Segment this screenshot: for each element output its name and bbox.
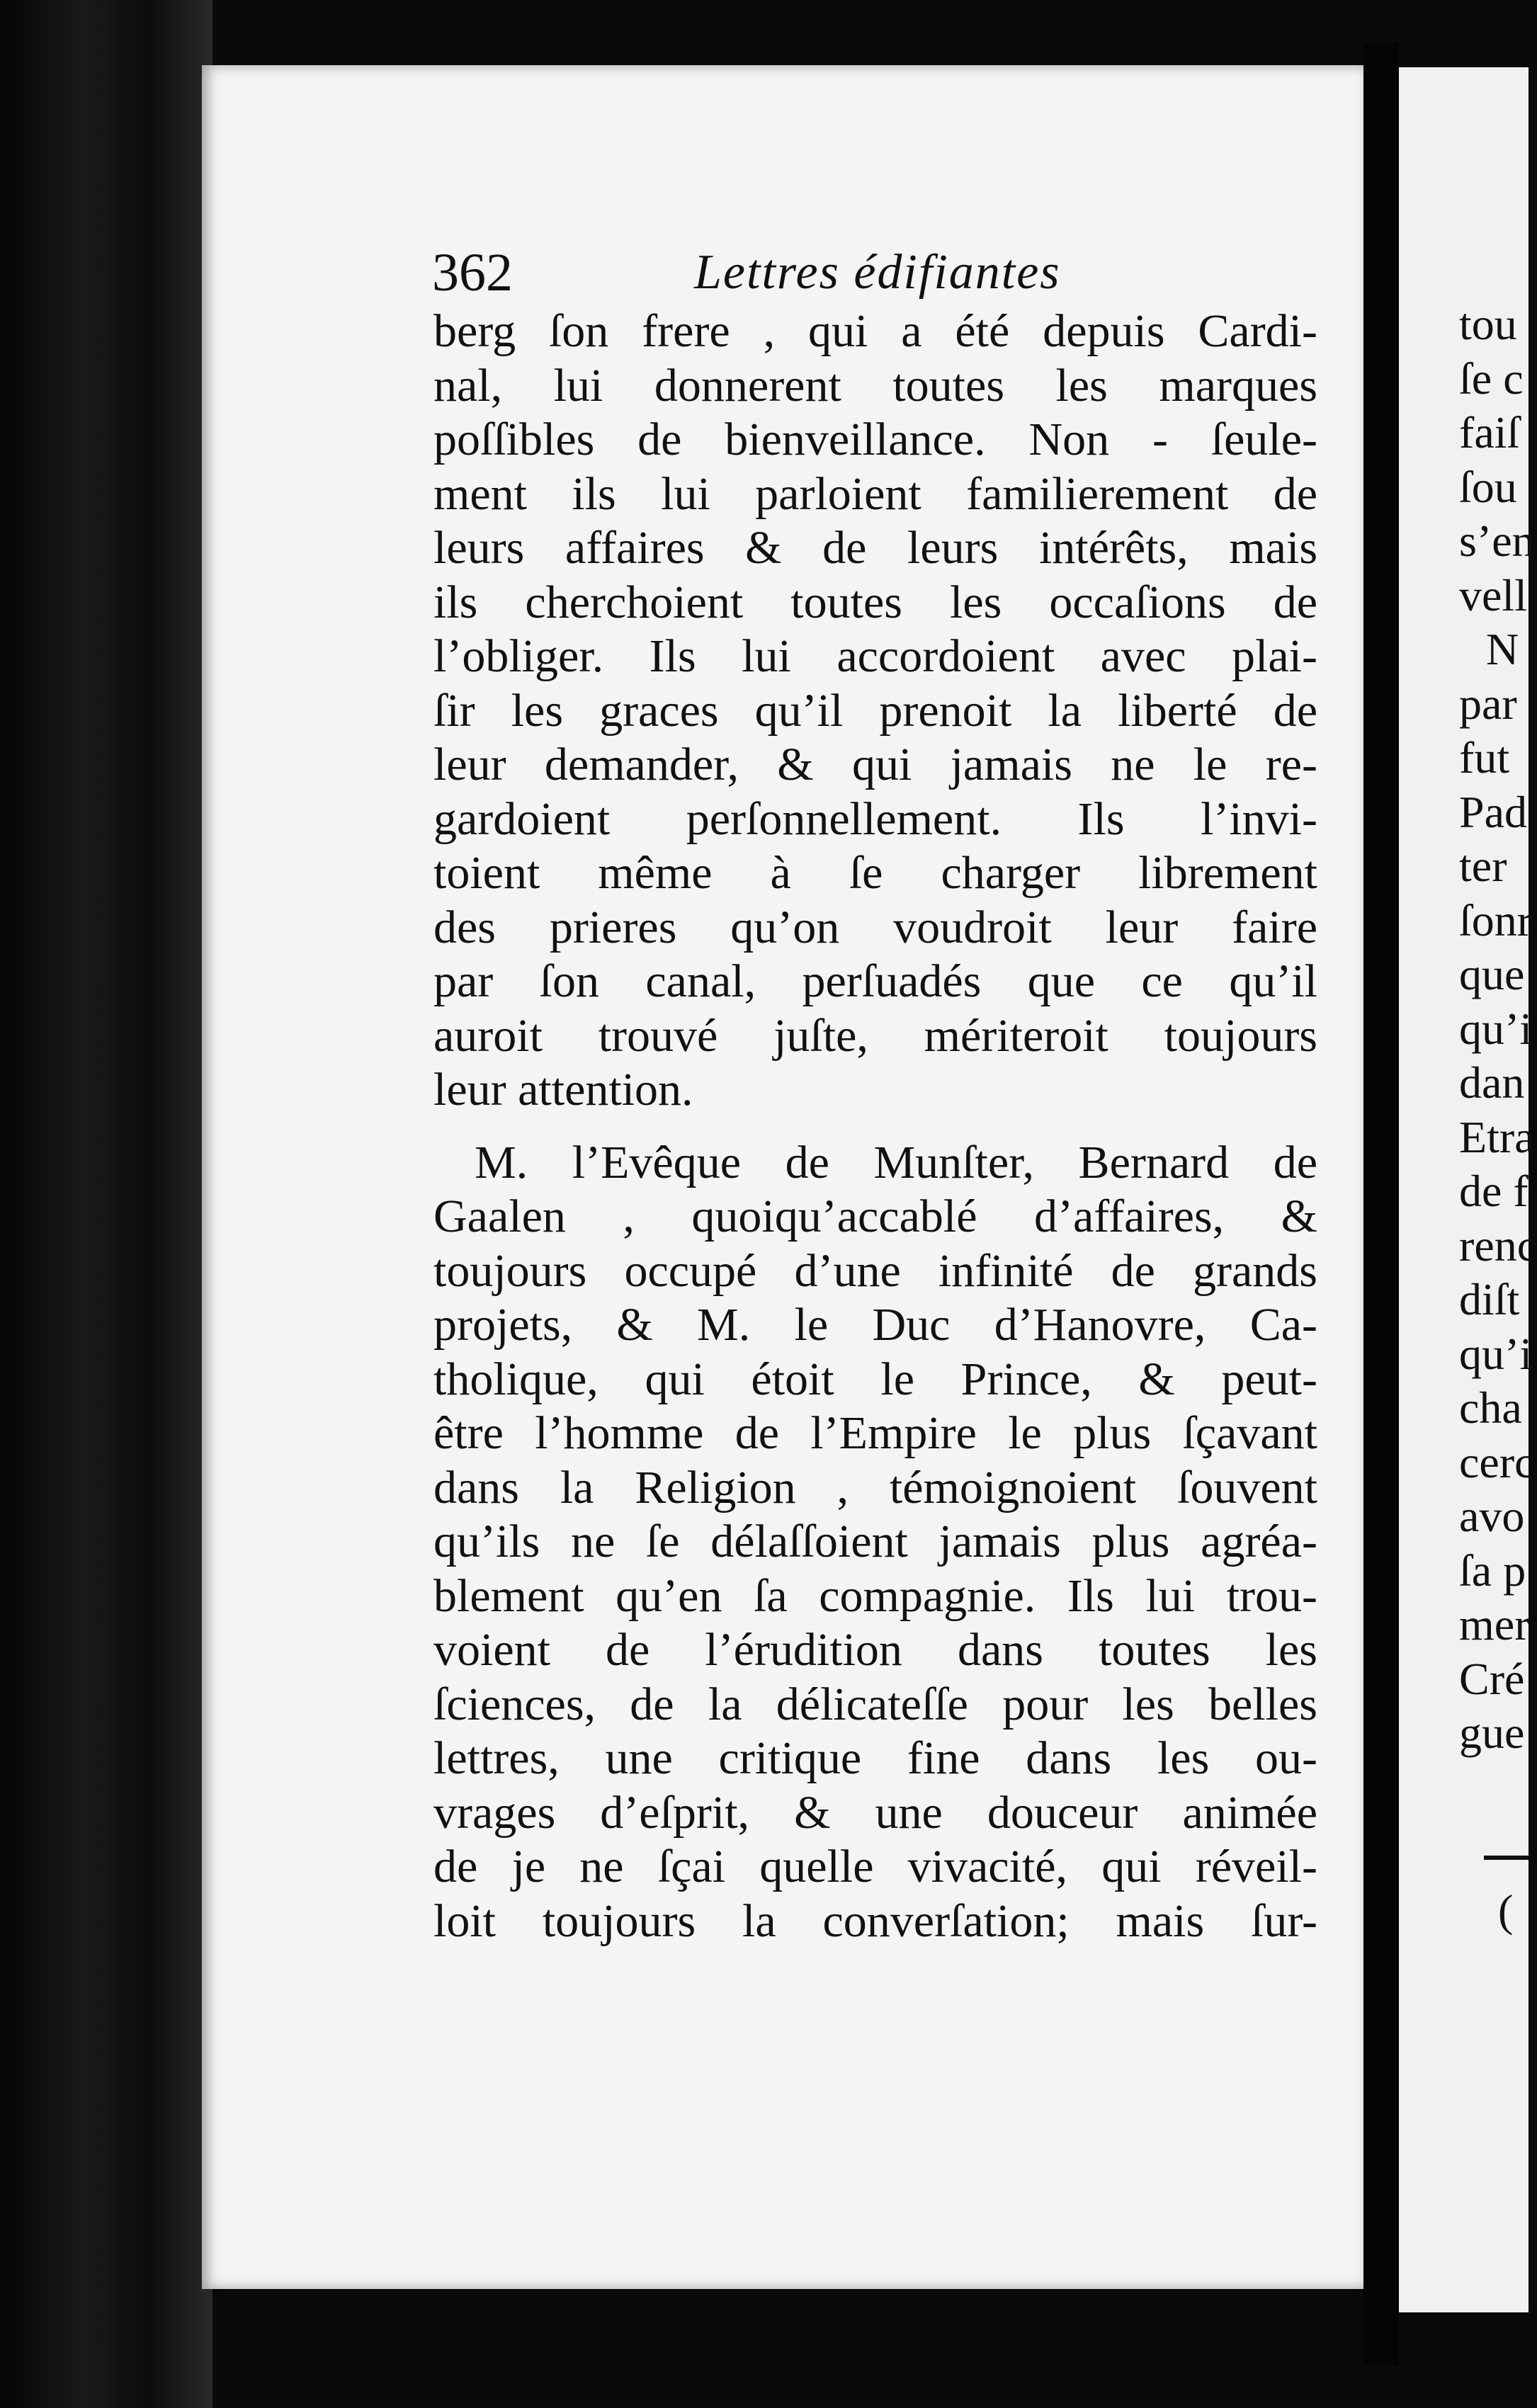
- facing-line: N: [1486, 624, 1519, 674]
- facing-line: qu’i: [1459, 1003, 1533, 1054]
- facing-line: vell: [1459, 569, 1527, 620]
- facing-line: Pad: [1459, 786, 1527, 837]
- text-line: l’obliger. Ils lui accordoient avec plai-: [433, 630, 1317, 682]
- facing-line: dan: [1459, 1057, 1525, 1108]
- page-header: [432, 234, 1317, 312]
- facing-page-text: [1459, 297, 1537, 1761]
- page-gutter: [1363, 42, 1399, 2366]
- text-line: gardoient perſonnellement. Ils l’invi-: [433, 793, 1317, 845]
- paragraph-1: [433, 305, 1317, 1118]
- text-line: leur demander, & qui jamais ne le re-: [433, 739, 1317, 790]
- facing-line: par: [1459, 678, 1517, 729]
- facing-line: s’en: [1459, 516, 1535, 566]
- text-line: auroit trouvé juſte, mériteroit toujours: [433, 1009, 1317, 1062]
- running-title: Lettres édifiantes: [694, 245, 1061, 300]
- facing-page-paren: (: [1498, 1885, 1514, 1936]
- book-binding-edge: [0, 0, 212, 2408]
- text-line: qu’ils ne ſe délaſſoient jamais plus agréa-: [433, 1516, 1317, 1567]
- text-line: par ſon canal, perſuadés que ce qu’il: [433, 955, 1317, 1007]
- text-line: être l’homme de l’Empire le plus ſçavant: [433, 1407, 1317, 1459]
- text-line: lettres, une critique fine dans les ou-: [433, 1732, 1317, 1784]
- text-line: ſciences, de la délicateſſe pour les belles: [433, 1678, 1317, 1730]
- text-line: ment ils lui parloient familierement de: [433, 467, 1317, 520]
- paragraph-2: [433, 1136, 1317, 1949]
- facing-line: gue: [1459, 1708, 1525, 1758]
- text-line: M. l’Evêque de Munſter, Bernard de: [475, 1136, 1317, 1188]
- text-line: berg ſon frere , qui a été depuis Cardi-: [433, 305, 1317, 357]
- facing-line: faiſ: [1459, 407, 1520, 458]
- facing-line: mer: [1459, 1599, 1530, 1649]
- facing-line: tou: [1459, 299, 1517, 349]
- text-line: dans la Religion , témoignoient ſouvent: [433, 1461, 1317, 1513]
- text-line: toient même à ſe charger librement: [433, 847, 1317, 899]
- facing-line: cerc: [1459, 1436, 1535, 1487]
- text-line: des prieres qu’on voudroit leur faire: [433, 901, 1317, 953]
- facing-line: Cré: [1459, 1653, 1525, 1704]
- facing-line: fut: [1459, 732, 1510, 783]
- text-line: leurs affaires & de leurs intérêts, mais: [433, 522, 1317, 574]
- text-line: vrages d’eſprit, & une douceur animée: [433, 1786, 1317, 1839]
- text-line: blement qu’en ſa compagnie. Ils lui trou-: [433, 1569, 1317, 1622]
- facing-line: de f: [1459, 1166, 1529, 1216]
- facing-page-rule: [1484, 1856, 1529, 1860]
- text-line: toujours occupé d’une infinité de grands: [433, 1244, 1317, 1297]
- facing-line: qu’i: [1459, 1328, 1533, 1379]
- text-line: loit toujours la converſation; mais ſur-: [433, 1895, 1317, 1947]
- facing-line: renc: [1459, 1220, 1537, 1271]
- facing-line: ſa p: [1459, 1545, 1526, 1596]
- text-line: de je ne ſçai quelle vivacité, qui réveil-: [433, 1841, 1317, 1892]
- text-line: nal, lui donnerent toutes les marques: [433, 359, 1317, 411]
- facing-line: avo: [1459, 1491, 1525, 1541]
- text-line: ils cherchoient toutes les occaſions de: [433, 576, 1317, 628]
- paragraph-gap: [433, 1118, 1317, 1136]
- text-line: leur attention.: [433, 1064, 693, 1115]
- facing-line: ſonr: [1459, 895, 1533, 945]
- facing-line: Etra: [1459, 1111, 1535, 1162]
- text-line: tholique, qui étoit le Prince, & peut-: [433, 1353, 1317, 1405]
- facing-line: cha: [1459, 1382, 1522, 1433]
- body-text: [433, 305, 1317, 1948]
- facing-line: que: [1459, 949, 1525, 999]
- text-line: Gaalen , quoiqu’accablé d’affaires, &: [433, 1191, 1317, 1242]
- page-number: 362: [432, 243, 513, 302]
- text-line: projets, & M. le Duc d’Hanovre, Ca-: [433, 1299, 1317, 1351]
- text-line: poſſibles de bienveillance. Non - ſeule-: [433, 414, 1317, 465]
- facing-line: ſou: [1459, 461, 1517, 512]
- facing-line: ſe c: [1459, 353, 1524, 404]
- text-line: voient de l’érudition dans toutes les: [433, 1624, 1317, 1676]
- text-line: ſir les graces qu’il prenoit la liberté de: [433, 684, 1317, 737]
- facing-line: diſt: [1459, 1274, 1520, 1324]
- facing-line: ter: [1459, 841, 1507, 891]
